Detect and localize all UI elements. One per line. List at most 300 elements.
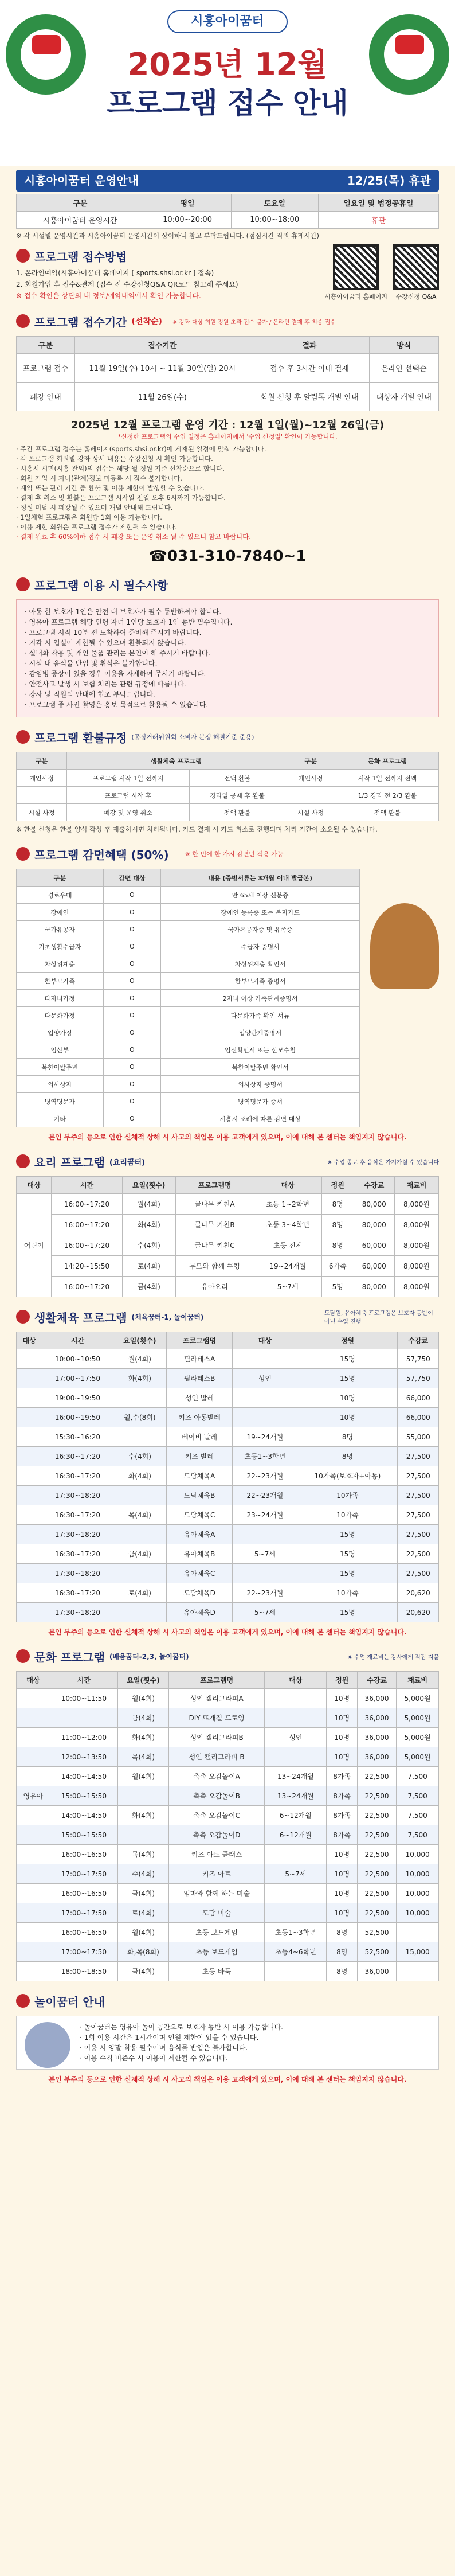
- table-cell: [17, 1603, 42, 1622]
- table-cell: 55,000: [398, 1427, 439, 1447]
- header-title-line2: 프로그램 접수 안내: [107, 87, 348, 120]
- table-header: 생활체육 프로그램: [67, 752, 285, 770]
- list-item: · 안전사고 발생 시 보험 처리는 관련 규정에 따릅니다.: [25, 680, 186, 688]
- table-cell: 14:20~15:50: [52, 1256, 123, 1277]
- table-header: 방식: [369, 337, 438, 354]
- table-cell: O: [103, 1059, 161, 1076]
- rules-box: [16, 599, 439, 717]
- bullet-icon: [16, 314, 30, 328]
- table-header: 수강료: [398, 1332, 439, 1349]
- table-cell: 15,000: [397, 1942, 439, 1962]
- table-cell: 수급자 증명서: [161, 938, 360, 955]
- table-row: [17, 1884, 439, 1903]
- table-cell: [265, 1845, 327, 1864]
- table-header: 재료비: [395, 1177, 439, 1194]
- ops-section: [16, 170, 439, 241]
- table-header: 대상: [17, 1332, 42, 1349]
- table-cell: 목(4회): [118, 1845, 169, 1864]
- table-cell: 10,000: [397, 1903, 439, 1923]
- table-cell: 화,목(8회): [118, 1942, 169, 1962]
- table-cell: [17, 1544, 42, 1564]
- table-cell: 10명: [297, 1388, 398, 1408]
- safety-warning: 본인 부주의 등으로 인한 신체적 상해 시 사고의 책임은 이용 고객에게 있으며, 이에 대해 본 센터는 책임지지 않습니다.: [48, 1628, 407, 1636]
- table-cell: 대상자 개별 안내: [369, 383, 438, 411]
- table-cell: 16:00~17:20: [52, 1194, 123, 1215]
- table-header: 프로그램명: [166, 1332, 232, 1349]
- table-cell: 17:00~17:50: [50, 1903, 117, 1923]
- list-item: · 이용 제한 회원은 프로그램 접수가 제한될 수 있습니다.: [16, 523, 177, 531]
- table-header: 대상: [17, 1672, 50, 1689]
- culture-table: [16, 1671, 439, 1981]
- discount-wrap: [16, 869, 439, 1127]
- header: [0, 0, 455, 166]
- table-cell: 17:00~17:50: [42, 1369, 113, 1388]
- header-title-line1: 2025년 12월: [127, 46, 328, 83]
- table-cell: [17, 1845, 50, 1864]
- table-cell: 16:00~17:20: [52, 1215, 123, 1235]
- table-cell: 52,500: [357, 1923, 396, 1942]
- table-cell: 성인 캘리그라피 B: [168, 1747, 264, 1767]
- table-header: 구분: [17, 194, 144, 212]
- table-cell: [50, 1708, 117, 1728]
- table-cell: 필라테스A: [166, 1349, 232, 1369]
- table-header: 구분: [285, 752, 336, 770]
- ops-table: [16, 194, 439, 229]
- table-cell: [17, 1962, 50, 1981]
- character-icon: [25, 2022, 70, 2068]
- table-cell: [113, 1525, 166, 1544]
- table-cell: 15명: [297, 1369, 398, 1388]
- table-cell: 도담체육B: [166, 1486, 232, 1505]
- list-item: · 실내화 착용 및 개인 물품 관리는 본인이 해 주시기 바랍니다.: [25, 649, 210, 657]
- table-cell: 8가족: [327, 1767, 357, 1786]
- table-cell: 22,500: [398, 1544, 439, 1564]
- table-cell: [233, 1388, 297, 1408]
- table-cell: [265, 1962, 327, 1981]
- table-cell: 22,500: [357, 1825, 396, 1845]
- table-cell: [17, 1408, 42, 1427]
- table-cell: 입양관계증명서: [161, 1024, 360, 1041]
- table-header: 시간: [42, 1332, 113, 1349]
- table-cell: 16:00~19:50: [42, 1408, 113, 1427]
- table-cell: 유아체육B: [166, 1544, 232, 1564]
- table-cell: 만 65세 이상 신분증: [161, 887, 360, 904]
- apply-section: [16, 244, 439, 302]
- table-cell: 17:30~18:20: [42, 1525, 113, 1544]
- period-warn: · 결제 완료 후 60%이하 접수 시 폐강 또는 운영 취소 될 수 있으니 참고 바랍니다.: [16, 533, 251, 541]
- table-cell: 개인사정: [285, 770, 336, 787]
- table-cell: 5~7세: [233, 1603, 297, 1622]
- table-cell: 목(4회): [113, 1505, 166, 1525]
- table-cell: 프로그램 접수: [17, 354, 75, 383]
- refund-note: ※ 환불 신청은 환불 양식 작성 후 제출하시면 처리됩니다. 카드 결제 시 카드 취소로 진행되며 처리 기간이 소요될 수 있습니다.: [16, 825, 378, 833]
- table-cell: 17:00~17:50: [50, 1942, 117, 1962]
- table-cell: 5,000원: [397, 1689, 439, 1708]
- table-row: [17, 1864, 439, 1884]
- table-cell: 60,000: [354, 1235, 394, 1256]
- table-cell: O: [103, 1024, 161, 1041]
- table-cell: 16:30~17:20: [42, 1583, 113, 1603]
- table-header: 구분: [17, 869, 104, 887]
- table-cell: 20,620: [398, 1583, 439, 1603]
- table-cell: O: [103, 1076, 161, 1093]
- qr-block: [324, 244, 439, 302]
- table-cell: 11월 26일(수): [75, 383, 250, 411]
- table-row: [17, 1806, 439, 1825]
- table-cell: [17, 1689, 50, 1708]
- table-cell: [265, 1884, 327, 1903]
- table-cell: O: [103, 955, 161, 973]
- table-cell: 22~23개월: [233, 1583, 297, 1603]
- qr-label: 수강신청 Q&A: [395, 293, 437, 300]
- discount-head: [16, 842, 439, 865]
- table-cell: 22,500: [357, 1864, 396, 1884]
- table-cell: 15:00~15:50: [50, 1786, 117, 1806]
- table-cell: 5~7세: [265, 1864, 327, 1884]
- table-header: 대상: [233, 1332, 297, 1349]
- table-cell: 8명: [321, 1194, 354, 1215]
- bullet-icon: [16, 1310, 30, 1324]
- apply-head: [16, 244, 313, 267]
- table-row: [17, 1962, 439, 1981]
- table-cell: [265, 1708, 327, 1728]
- table-cell: 국가유공자증 및 유족증: [161, 921, 360, 938]
- table-cell: 초등1~3학년: [265, 1923, 327, 1942]
- table-cell: 토(4회): [118, 1903, 169, 1923]
- table-cell: [17, 1505, 42, 1525]
- table-cell: 5,000원: [397, 1728, 439, 1747]
- table-cell: 66,000: [398, 1388, 439, 1408]
- table-cell: 수(4회): [122, 1235, 175, 1256]
- table-cell: 유아요리: [175, 1277, 254, 1297]
- table-cell: 5명: [321, 1277, 354, 1297]
- table-cell: 장애인 등록증 또는 복지카드: [161, 904, 360, 921]
- table-row: [17, 1786, 439, 1806]
- table-cell: 키즈 아트: [168, 1864, 264, 1884]
- bullet-icon: [16, 1154, 30, 1168]
- table-cell: 성인 캘리그라피B: [168, 1728, 264, 1747]
- table-cell: 8,000원: [395, 1256, 439, 1277]
- table-header: 요일(횟수): [118, 1672, 169, 1689]
- table-cell: 57,750: [398, 1369, 439, 1388]
- table-header: 수강료: [354, 1177, 394, 1194]
- guide-box: [16, 2016, 439, 2070]
- table-cell: 병역명문가: [17, 1093, 104, 1110]
- table-cell: [17, 1747, 50, 1767]
- qa-qr-icon[interactable]: [393, 244, 439, 290]
- table-cell: 10:00~20:00: [144, 212, 231, 229]
- table-row: [17, 1388, 439, 1408]
- table-cell: [233, 1525, 297, 1544]
- table-cell: 차상위계층 확인서: [161, 955, 360, 973]
- table-cell: 10명: [327, 1864, 357, 1884]
- refund-table: [16, 752, 439, 821]
- table-header: 일요일 및 법정공휴일: [318, 194, 438, 212]
- table-cell: 온라인 선택순: [369, 354, 438, 383]
- table-cell: 27,500: [398, 1525, 439, 1544]
- table-header: 내용 (증빙서류는 3개월 이내 발급본): [161, 869, 360, 887]
- table-cell: 27,500: [398, 1564, 439, 1583]
- table-cell: 16:00~16:50: [50, 1884, 117, 1903]
- table-cell: 어린이: [17, 1194, 52, 1297]
- table-cell: 17:00~17:50: [50, 1864, 117, 1884]
- table-cell: 전액 환불: [189, 770, 285, 787]
- table-cell: 22,500: [357, 1903, 396, 1923]
- table-cell: 5~7세: [233, 1544, 297, 1564]
- table-cell: 필라테스B: [166, 1369, 232, 1388]
- table-cell: O: [103, 904, 161, 921]
- table-row: [17, 1845, 439, 1864]
- table-header: 접수기간: [75, 337, 250, 354]
- table-header: 대상: [17, 1177, 52, 1194]
- table-cell: 한부모가족: [17, 973, 104, 990]
- table-cell: [17, 787, 67, 804]
- table-cell: 6~12개월: [265, 1806, 327, 1825]
- table-cell: 시흥아이꿈터 운영시간: [17, 212, 144, 229]
- table-cell: 임산부: [17, 1041, 104, 1059]
- homepage-qr-icon[interactable]: [333, 244, 379, 290]
- table-cell: 5,000원: [397, 1708, 439, 1728]
- table-cell: 36,000: [357, 1728, 396, 1747]
- table-cell: 병역명문가 증서: [161, 1093, 360, 1110]
- table-cell: 16:00~17:20: [52, 1277, 123, 1297]
- table-cell: 금(4회): [118, 1884, 169, 1903]
- table-cell: [17, 1942, 50, 1962]
- table-cell: 키즈 아동발레: [166, 1408, 232, 1427]
- table-cell: [17, 1486, 42, 1505]
- table-header: 요일(횟수): [122, 1177, 175, 1194]
- table-cell: [17, 1825, 50, 1845]
- table-cell: 66,000: [398, 1408, 439, 1427]
- table-row: [17, 1767, 439, 1786]
- table-cell: 폐강 안내: [17, 383, 75, 411]
- table-header: 재료비: [397, 1672, 439, 1689]
- table-cell: 유아체육C: [166, 1564, 232, 1583]
- table-cell: 기타: [17, 1110, 104, 1127]
- table-cell: 글나무 키친C: [175, 1235, 254, 1256]
- table-cell: [265, 1747, 327, 1767]
- table-cell: [113, 1388, 166, 1408]
- table-cell: 경로우대: [17, 887, 104, 904]
- table-cell: 화(4회): [113, 1369, 166, 1388]
- bullet-icon: [16, 730, 30, 744]
- culture-subtitle: (배움꿈터-2,3, 놀이꿈터): [109, 1652, 189, 1661]
- table-cell: [233, 1349, 297, 1369]
- period-table-wrap: [16, 336, 439, 441]
- table-cell: 80,000: [354, 1194, 394, 1215]
- table-header: 대상: [254, 1177, 321, 1194]
- table-cell: 7,500: [397, 1806, 439, 1825]
- table-cell: 초등 3~4학년: [254, 1215, 321, 1235]
- table-row: [17, 1408, 439, 1427]
- table-cell: 글나무 키친A: [175, 1194, 254, 1215]
- table-header: 프로그램명: [175, 1177, 254, 1194]
- refund-head: [16, 725, 439, 748]
- table-cell: [17, 1767, 50, 1786]
- table-cell: 유아체육A: [166, 1525, 232, 1544]
- sports-head: [16, 1305, 439, 1328]
- table-cell: 22,500: [357, 1806, 396, 1825]
- table-cell: [118, 1786, 169, 1806]
- table-cell: 15:30~16:20: [42, 1427, 113, 1447]
- table-cell: 8가족: [327, 1825, 357, 1845]
- table-cell: 10가족: [297, 1583, 398, 1603]
- table-cell: 경과일 공제 후 환불: [189, 787, 285, 804]
- qr-label: 시흥아이꿈터 홈페이지: [324, 293, 387, 300]
- table-cell: 북한이탈주민: [17, 1059, 104, 1076]
- table-row: [17, 1583, 439, 1603]
- table-cell: 8명: [327, 1942, 357, 1962]
- table-cell: 27,500: [398, 1466, 439, 1486]
- table-cell: 개인사정: [17, 770, 67, 787]
- table-cell: [17, 1427, 42, 1447]
- table-cell: 6가족: [321, 1256, 354, 1277]
- table-header: 수강료: [357, 1672, 396, 1689]
- ops-title: 시흥아이꿈터 운영안내: [24, 174, 139, 188]
- table-cell: 22,500: [357, 1845, 396, 1864]
- table-cell: 8명: [297, 1427, 398, 1447]
- ops-note: ※ 각 시설별 운영시간과 시흥아이꿈터 운영시간이 상이하니 참고 부탁드립니다. (점심시간 직원 휴게시간): [16, 232, 320, 240]
- table-row: [17, 1349, 439, 1369]
- table-cell: 22~23개월: [233, 1466, 297, 1486]
- ops-holiday: 12/25(목) 휴관: [347, 174, 431, 188]
- table-header: 감면 대상: [103, 869, 161, 887]
- table-cell: 프로그램 시작 1일 전까지: [67, 770, 189, 787]
- table-cell: 월(4회): [118, 1923, 169, 1942]
- culture-head: [16, 1645, 439, 1668]
- list-item: · 시설 내 음식물 반입 및 취식은 불가합니다.: [25, 659, 158, 668]
- table-cell: 23~24개월: [233, 1505, 297, 1525]
- table-cell: 전액 환불: [189, 804, 285, 821]
- table-cell: 도담체육D: [166, 1583, 232, 1603]
- table-cell: [233, 1408, 297, 1427]
- table-row: [17, 1447, 439, 1466]
- table-cell: 다문화가정: [17, 1007, 104, 1024]
- list-item: · 강사 및 직원의 안내에 협조 부탁드립니다.: [25, 690, 155, 698]
- table-cell: 10,000: [397, 1864, 439, 1884]
- ops-bar: [16, 170, 439, 192]
- table-cell: 기초생활수급자: [17, 938, 104, 955]
- table-cell: 8가족: [327, 1786, 357, 1806]
- table-cell: 다자녀가정: [17, 990, 104, 1007]
- apply-line: ※ 접수 확인은 상단의 내 정보/예약내역에서 확인 가능합니다.: [16, 292, 201, 300]
- list-item: · 놀이꿈터는 영유아 놀이 공간으로 보호자 동반 시 이용 가능합니다.: [80, 2023, 283, 2031]
- table-cell: 10,000: [397, 1884, 439, 1903]
- table-cell: 11:00~12:00: [50, 1728, 117, 1747]
- period-bullets: [16, 444, 439, 542]
- table-cell: 15명: [297, 1525, 398, 1544]
- table-cell: [17, 1564, 42, 1583]
- rules-head: [16, 573, 439, 596]
- table-row: [17, 1544, 439, 1564]
- table-cell: 22,500: [357, 1884, 396, 1903]
- list-item: · 시흥시 시민(시흥 관외)의 접수는 해당 월 정원 기준 선착순으로 합니다.: [16, 465, 225, 473]
- period-table: [16, 336, 439, 411]
- table-cell: 10:00~10:50: [42, 1349, 113, 1369]
- table-cell: 16:30~17:20: [42, 1447, 113, 1466]
- table-cell: 13~24개월: [265, 1786, 327, 1806]
- table-cell: 키즈 발레: [166, 1447, 232, 1466]
- table-cell: DIY 뜨개질 드로잉: [168, 1708, 264, 1728]
- table-row: [17, 1942, 439, 1962]
- table-cell: 22~23개월: [233, 1486, 297, 1505]
- table-cell: O: [103, 938, 161, 955]
- table-header: 구분: [17, 752, 67, 770]
- table-cell: 27,500: [398, 1505, 439, 1525]
- table-header: 토요일: [231, 194, 318, 212]
- table-cell: 화(4회): [118, 1728, 169, 1747]
- table-cell: 17:30~18:20: [42, 1603, 113, 1622]
- bear-icon: [370, 903, 439, 989]
- table-cell: 52,500: [357, 1942, 396, 1962]
- refund-title: 프로그램 환불규정: [34, 731, 127, 745]
- table-cell: [17, 1525, 42, 1544]
- table-cell: 8명: [321, 1235, 354, 1256]
- list-item: · 1일체험 프로그램은 회원당 1회 이용 가능합니다.: [16, 513, 162, 521]
- culture-title: 문화 프로그램: [34, 1650, 105, 1664]
- table-header: 시간: [52, 1177, 123, 1194]
- table-cell: 16:30~17:20: [42, 1544, 113, 1564]
- table-cell: 10명: [327, 1747, 357, 1767]
- table-cell: 18:00~18:50: [50, 1962, 117, 1981]
- table-row: [17, 1903, 439, 1923]
- table-cell: [17, 1708, 50, 1728]
- table-cell: 11월 19일(수) 10시 ~ 11월 30일(일) 20시: [75, 354, 250, 383]
- safety-warning: 본인 부주의 등으로 인한 신체적 상해 시 사고의 책임은 이용 고객에게 있으며, 이에 대해 본 센터는 책임지지 않습니다.: [48, 2075, 407, 2083]
- table-cell: 10명: [327, 1708, 357, 1728]
- table-row: [17, 1689, 439, 1708]
- table-header: 정원: [321, 1177, 354, 1194]
- table-cell: 16:00~16:50: [50, 1923, 117, 1942]
- apply-line: 1. 온라인예약(시흥아이꿈터 홈페이지 [ sports.shsi.or.kr ] 접속): [16, 269, 214, 277]
- table-cell: [17, 1388, 42, 1408]
- table-cell: [233, 1564, 297, 1583]
- table-cell: 13~24개월: [265, 1767, 327, 1786]
- table-cell: 12:00~13:50: [50, 1747, 117, 1767]
- table-cell: 5~7세: [254, 1277, 321, 1297]
- table-cell: 초등1~3학년: [233, 1447, 297, 1466]
- table-cell: 초등 바둑: [168, 1962, 264, 1981]
- table-cell: 도담체육A: [166, 1466, 232, 1486]
- table-cell: [17, 1447, 42, 1466]
- table-cell: 국가유공자: [17, 921, 104, 938]
- table-cell: 전액 환불: [336, 804, 438, 821]
- cooking-head: [16, 1150, 439, 1173]
- bullet-icon: [16, 577, 30, 591]
- table-cell: [113, 1564, 166, 1583]
- table-cell: -: [397, 1923, 439, 1942]
- table-cell: O: [103, 1110, 161, 1127]
- table-cell: 성인 캘리그라피A: [168, 1689, 264, 1708]
- table-cell: 금(4회): [118, 1708, 169, 1728]
- table-header: 정원: [297, 1332, 398, 1349]
- table-cell: 8명: [321, 1215, 354, 1235]
- table-cell: 19:00~19:50: [42, 1388, 113, 1408]
- table-cell: 80,000: [354, 1215, 394, 1235]
- table-cell: 15명: [297, 1564, 398, 1583]
- phone-number[interactable]: ☎031-310-7840~1: [148, 548, 307, 565]
- list-item: · 영유아 프로그램 해당 연령 자녀 1인당 보호자 1인 동반 필수입니다.: [25, 618, 233, 626]
- table-cell: 16:30~17:20: [42, 1505, 113, 1525]
- header-tag: 시흥아이꿈터: [167, 10, 288, 33]
- table-header: 요일(횟수): [113, 1332, 166, 1349]
- table-cell: 10명: [327, 1845, 357, 1864]
- discount-table: [16, 869, 360, 1127]
- apply-line: 2. 회원가입 후 접수&결제 (접수 전 수강신청Q&A QR코드 참고해 주세요): [16, 280, 238, 288]
- table-cell: 27,500: [398, 1447, 439, 1466]
- table-row: [17, 1505, 439, 1525]
- table-cell: 촉촉 오감놀이A: [168, 1767, 264, 1786]
